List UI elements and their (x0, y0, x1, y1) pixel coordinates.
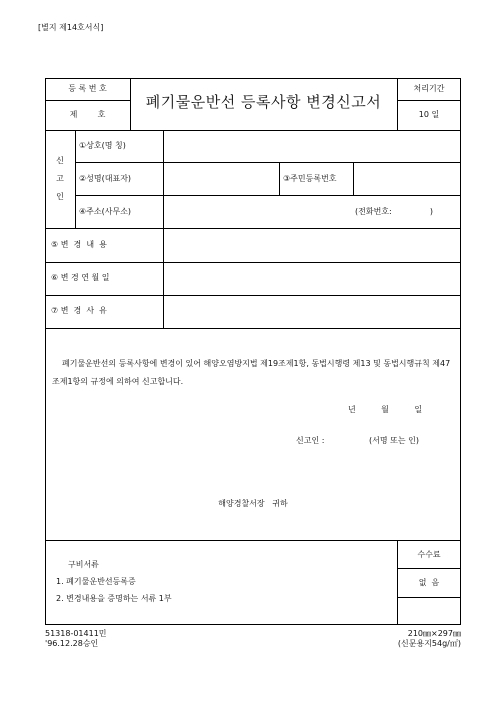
resident-number-field[interactable] (354, 163, 460, 194)
resident-number-label: ③주민등록번호 (283, 174, 337, 183)
divider (279, 162, 280, 195)
divider (45, 540, 461, 541)
name-field[interactable] (164, 131, 460, 161)
form-code: 51318-01411민 (45, 629, 107, 638)
applicant-label-char: 고 (56, 174, 64, 183)
representative-label: ②성명(대표자) (79, 174, 132, 183)
fee-value: 없 음 (418, 578, 440, 587)
address-field[interactable] (164, 196, 349, 227)
name-label: ①상호(명 칭) (79, 141, 126, 150)
change-content-label: ⑤ 변 경 내 용 (51, 240, 107, 249)
change-content-field[interactable] (164, 229, 460, 261)
change-reason-label: ⑦ 변 경 사 유 (51, 306, 107, 315)
date-line: 년 월 일 (348, 405, 423, 414)
statement-text: 폐기물운반선의 등록사항에 변경이 있어 해양오염방지법 제19조제1항, 동법시행령 제13 및 동법시행규칙 제47조제1항의 규정에 의하여 신고합니다. (52, 359, 451, 386)
paper-type: (신문용지54g/㎡) (397, 639, 461, 648)
signer-label: 신고인 : (296, 436, 325, 445)
paper-size: 210㎜×297㎜ (407, 629, 461, 638)
addressee: 해양경찰서장 귀하 (218, 499, 288, 508)
required-document-item: 1. 폐기물운반선등록증 (56, 577, 136, 586)
address-label: ④주소(사무소) (79, 207, 132, 216)
receipt-number-label: 제 호 (69, 110, 106, 119)
processing-period-value: 10 일 (418, 110, 440, 119)
divider (45, 100, 130, 101)
phone-label: (전화번호: ) (355, 207, 433, 216)
divider (397, 597, 461, 598)
applicant-label-char: 인 (56, 192, 64, 201)
divider (45, 328, 461, 329)
applicant-label-char: 신 (56, 156, 64, 165)
fee-label: 수수료 (417, 550, 441, 559)
divider (397, 568, 461, 569)
required-document-item: 2. 변경내용을 증명하는 서류 1부 (56, 594, 172, 603)
signature-note: (서명 또는 인) (369, 436, 419, 445)
divider (397, 100, 461, 101)
change-reason-field[interactable] (164, 296, 460, 327)
form-title: 폐기물운반선 등록사항 변경신고서 (145, 93, 382, 111)
change-date-field[interactable] (164, 263, 460, 294)
processing-period-label: 처리기간 (413, 84, 445, 93)
change-date-label: ⑥ 변 경 연 월 일 (51, 273, 110, 282)
reg-number-label: 등 록 번 호 (68, 84, 107, 93)
approval-date: '96.12.28승인 (45, 639, 99, 648)
divider (75, 130, 76, 228)
form-number: [별지 제14호서식] (38, 23, 104, 32)
required-documents-title: 구비서류 (68, 560, 99, 569)
representative-field[interactable] (164, 163, 278, 194)
